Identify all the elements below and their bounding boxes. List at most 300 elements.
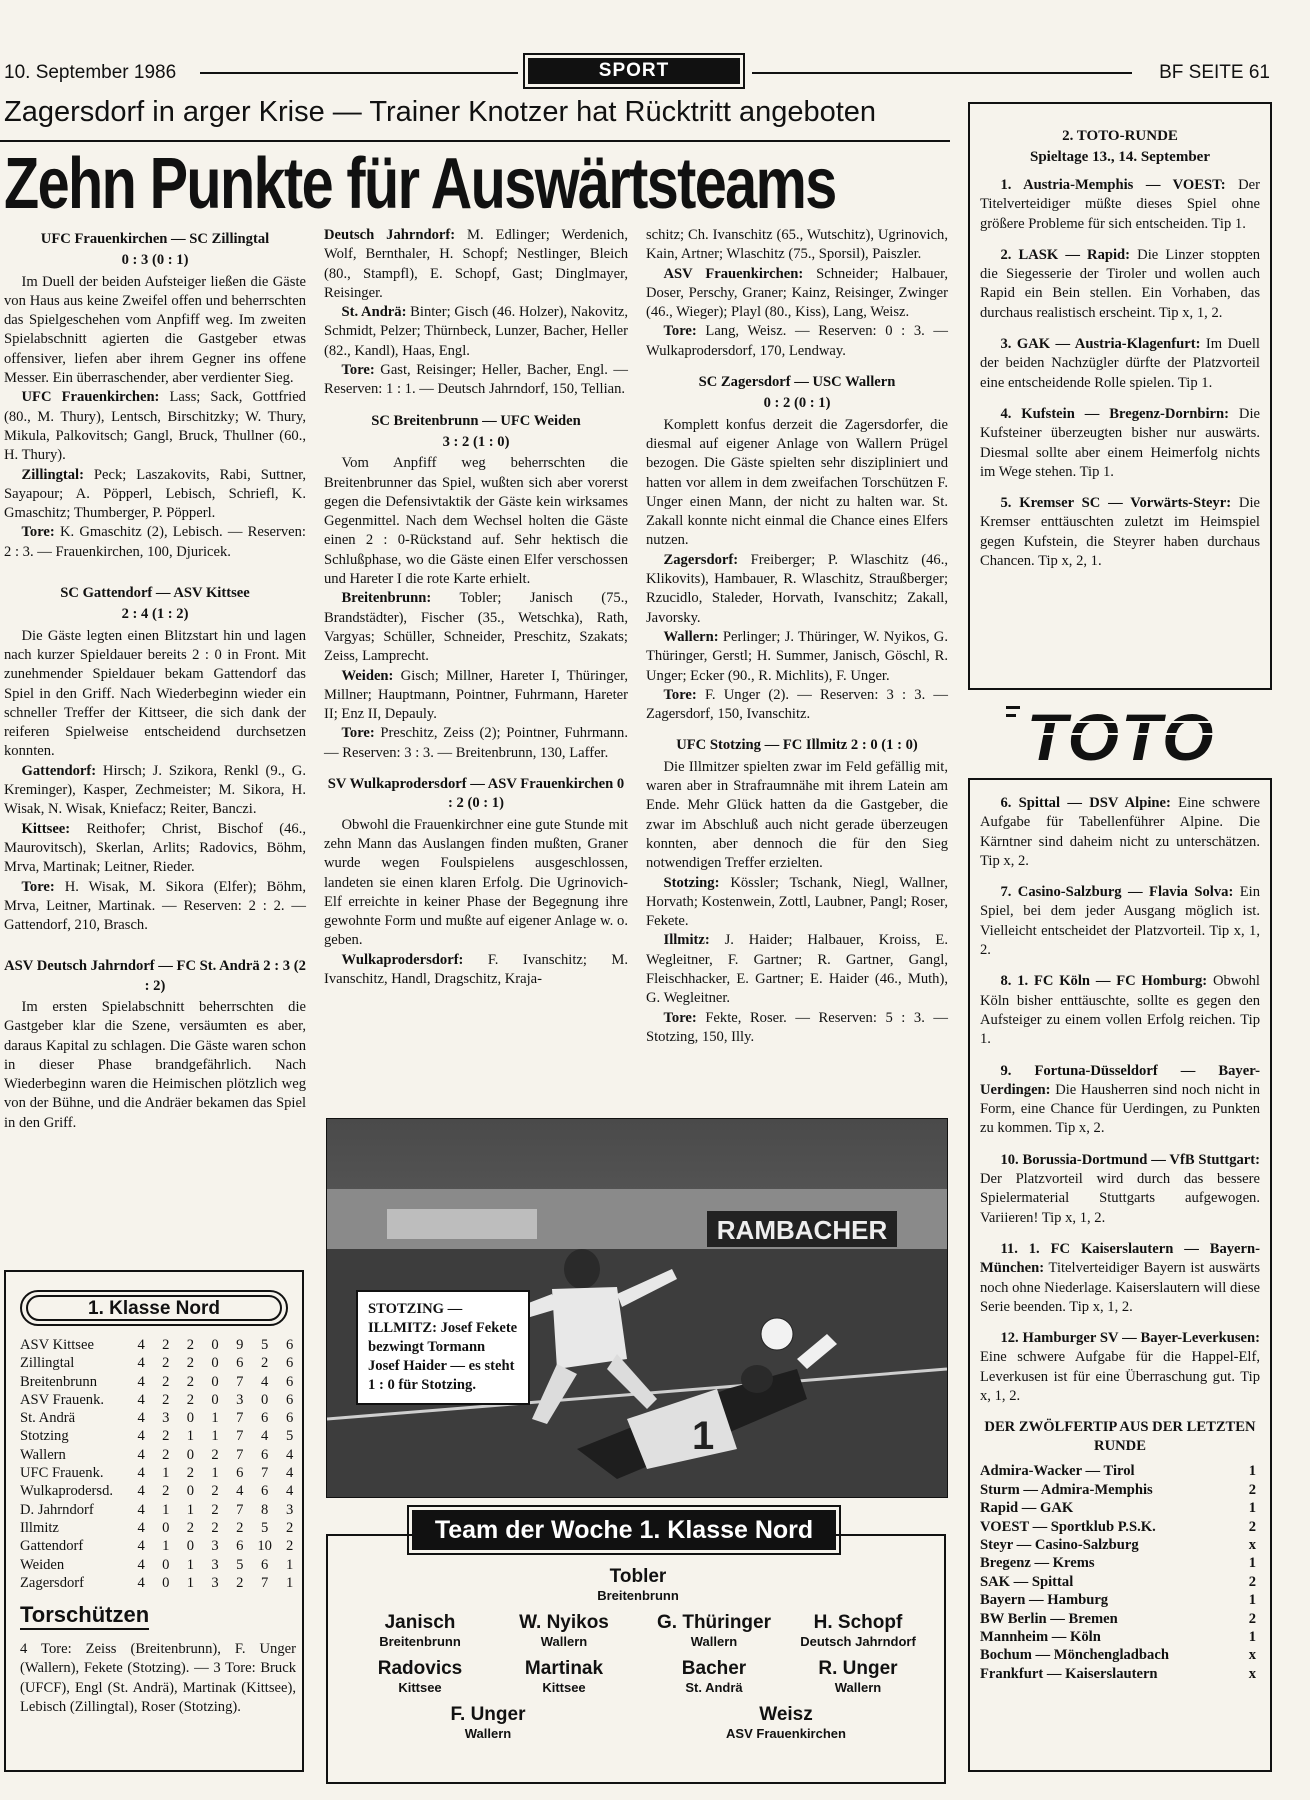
page-number: BF SEITE 61: [1159, 62, 1270, 83]
toto-preview-box: [968, 102, 1272, 690]
stat-cell: 4: [137, 1428, 145, 1445]
stat-cell: 7: [236, 1501, 244, 1518]
team-player: Martinak Kittsee: [524, 1658, 604, 1695]
lineup-label: Wulkaprodersdorf:: [341, 951, 464, 968]
toto-preview-box-2: [968, 778, 1272, 1772]
stat-cell: 3: [211, 1556, 219, 1573]
stat-cell: 0: [211, 1391, 219, 1408]
lineup-label: Illmitz:: [663, 932, 710, 949]
stat-cell: 2: [186, 1355, 195, 1372]
toto-round-dates: Spieltage 13., 14. September: [1030, 149, 1210, 165]
tip-match: Admira-Wacker — Tirol: [980, 1463, 1135, 1480]
toto-game: 11. 1. FC Kaiserslautern — Bayern-München: Titelverteidiger Bayern ist auswärts noch ohne Niederlage. Kaiserslautern will diese Serie beenden. Tip x, 1, 2.: [980, 1240, 1260, 1315]
stat-cell: 1: [162, 1501, 170, 1518]
standings-row: [20, 1373, 302, 1391]
stat-cell: 6: [261, 1410, 269, 1427]
lineup: [646, 551, 948, 628]
lineup-continued: schitz; Ch. Ivanschitz (65., Wutschitz), Ugrinovich, Kain, Artner; Wlaschitz (75., Sporsil), Paiszler.: [646, 227, 948, 263]
goals: [4, 878, 306, 936]
stat-cell: 4: [137, 1538, 145, 1555]
toto-game: 2. LASK — Rapid: Die Linzer stoppten die Siegesserie der Tiroler und wollen auch Rapid ein Bein stellen. Ein Vorhaben, das durchaus realistisch erscheint. Tip x, 1, 2.: [980, 246, 1260, 321]
standings-row: [20, 1446, 302, 1464]
standings-row: [20, 1336, 302, 1354]
tip-result: 2: [1248, 1518, 1256, 1535]
stat-cell: 4: [137, 1483, 145, 1500]
lineup-text: Peck; Laszakovits, Rabi, Suttner, Sayapour; A. Pöpperl, Lebisch, Schriefl, K. Gmaschitz; Thumberger, P. Pöpperl.: [4, 466, 306, 522]
team-name-cell: Weiden: [20, 1556, 65, 1573]
stat-cell: 3: [285, 1501, 294, 1518]
header-rule-right: [752, 72, 1132, 74]
team-name-cell: Breitenbrunn: [20, 1373, 98, 1390]
team-player: G. Thüringer Wallern: [657, 1612, 771, 1649]
stat-cell: 2: [186, 1519, 195, 1536]
lineup-text: J. Haider; Halbauer, Kroiss, E. Wegleitner, F. Gartner; R. Gartner, Gangl, Fleischhacker, E. Gartner; E. Haider (46., Muth), G. Wegleitner.: [646, 932, 948, 1007]
toto-game: 9. Fortuna-Düsseldorf — Bayer-Uerdingen: Die Hausherren sind noch nicht in Form, eine Chance für Uerdingen, zu Punkten zu kommen. Tip x, 2.: [980, 1062, 1260, 1137]
stat-cell: 2: [186, 1373, 195, 1390]
lineup-text: Reithofer; Christ, Bischof (46., Maurovitsch), Skerlan, Arlits; Radovics, Böhm, Mrva, Martinak; Leitner, Rieder.: [4, 820, 306, 876]
team-name-cell: UFC Frauenk.: [20, 1465, 104, 1482]
standings-table: [20, 1336, 302, 1592]
team-name-cell: Gattendorf: [20, 1538, 84, 1555]
stat-cell: 4: [285, 1446, 294, 1463]
stat-cell: 1: [211, 1428, 219, 1445]
lineup-label: Zagersdorf:: [663, 551, 739, 568]
stat-cell: 6: [236, 1538, 244, 1555]
goals-label: Tore:: [341, 362, 375, 379]
stat-cell: 2: [236, 1519, 244, 1536]
toto-game: 6. Spittal — DSV Alpine: Eine schwere Aufgabe für Tabellenführer Alpine. Die Kärntner sind daheim nicht zu unterschätzen. Tip x, 2.: [980, 795, 1260, 869]
team-player: H. Schopf Deutsch Jahrndorf: [800, 1612, 916, 1649]
lineup: [324, 589, 628, 666]
standings-row: [20, 1391, 302, 1409]
page-header: [0, 58, 1270, 88]
stat-cell: 9: [236, 1337, 244, 1353]
toto-logo: [1006, 700, 1236, 770]
stat-cell: 3: [162, 1410, 170, 1427]
stat-cell: 4: [137, 1556, 145, 1573]
goals-text: Fekte, Roser. — Reserven: 5 : 3. — Stotzing, 150, Illy.: [646, 1009, 948, 1045]
advertising-banner: RAMBACHER: [716, 1215, 888, 1245]
lineup-text: F. Ivanschitz; M. Ivanschitz, Handl, Dragschitz, Kraja-: [324, 951, 628, 987]
stat-cell: 8: [261, 1501, 269, 1518]
goals: [646, 686, 948, 725]
team-player: Tobler Breitenbrunn: [597, 1566, 679, 1603]
lineup-text: M. Edlinger; Werdenich, Wolf, Bernthaler, H. Schopf; Nestlinger, Bleich (80., Stampfl), E. Schopf, Gast; Dinglmayer, Reisinger.: [324, 227, 628, 301]
stat-cell: 10: [257, 1538, 272, 1555]
lineup-text: Gisch; Millner, Hareter I, Thüringer, Millner; Hauptmann, Pointner, Fuhrmann, Hareter II; Enz II, Depauly.: [324, 667, 628, 723]
stat-cell: 6: [285, 1391, 294, 1408]
tip-row: [980, 1610, 1256, 1628]
toto-game: 1. Austria-Memphis — VOEST: Der Titelverteidiger müßte dieses Spiel ohne größere Probleme für sich entscheiden. Tip 1.: [980, 177, 1260, 232]
goals-text: K. Gmaschitz (2), Lebisch. — Reserven: 2 : 3. — Frauenkirchen, 100, Djuricek.: [4, 524, 306, 560]
stat-cell: 4: [285, 1483, 294, 1500]
standings-row: [20, 1501, 302, 1519]
toto-round-title: 2. TOTO-RUNDE: [1062, 128, 1178, 144]
team-player: W. Nyikos Wallern: [519, 1612, 609, 1649]
stat-cell: 5: [236, 1556, 244, 1573]
scorers-title: Torschützen: [20, 1602, 149, 1630]
stat-cell: 1: [162, 1465, 170, 1482]
stat-cell: 5: [261, 1337, 269, 1353]
match-heading: SC Breitenbrunn — UFC Weiden: [371, 412, 581, 429]
goals-label: Tore:: [341, 725, 375, 742]
lineup-label: Wallern:: [663, 628, 719, 645]
toto-game: 5. Kremser SC — Vorwärts-Steyr: Die Kremser enttäuschten zuletzt im Heimspiel gegen Kufstein, die Steyrer haben durchaus Chancen. Tip x, 2, 1.: [980, 495, 1260, 570]
stat-cell: 4: [137, 1574, 145, 1591]
lineup-label: Deutsch Jahrndorf:: [324, 227, 456, 243]
team-player: Weisz ASV Frauenkirchen: [726, 1704, 846, 1741]
goals: [324, 361, 628, 400]
stat-cell: 1: [186, 1556, 195, 1573]
match-report: Die Illmitzer spielten zwar im Feld gefällig mit, waren aber in Strafraumnähe mit ihrem Latein am Ende. Mehr Glück hatten da die Gastgeber, die zwar im Abschluß auch nicht gerade überzeugen konnten, aber dennoch die für den Sieg notwendigen Treffer erzielten.: [646, 758, 948, 872]
lineup-label: UFC Frauenkirchen:: [21, 389, 160, 406]
stat-cell: 6: [285, 1373, 294, 1390]
standings-row: [20, 1556, 302, 1574]
tip-result: 2: [1248, 1481, 1256, 1498]
toto-game: 3. GAK — Austria-Klagenfurt: Im Duell der beiden Nachzügler dürfte der Platzvorteil eine entscheidende Rolle spielen. Tip 1.: [980, 336, 1260, 391]
standings-row: [20, 1427, 302, 1445]
toto-game: 7. Casino-Salzburg — Flavia Solva: Ein Spiel, bei dem jeder Ausgang möglich ist. Vielleicht entscheidet der Platzvorteil. Tip x, 1, 2.: [980, 884, 1261, 959]
goals-label: Tore:: [663, 686, 697, 703]
lineup: [646, 628, 948, 686]
team-name-cell: St. Andrä: [20, 1410, 76, 1427]
stat-cell: 0: [162, 1574, 170, 1591]
tip-results-heading: DER ZWÖLFERTIP AUS DER LETZTEN RUNDE: [984, 1419, 1256, 1455]
tip-row: [980, 1481, 1256, 1499]
stat-cell: 6: [285, 1337, 294, 1353]
goals-text: F. Unger (2). — Reserven: 3 : 3. — Zagersdorf, 150, Ivanschitz.: [646, 686, 948, 723]
match-heading: SC Gattendorf — ASV Kittsee: [60, 585, 250, 602]
stat-cell: 0: [186, 1538, 195, 1555]
match-report: Komplett konfus derzeit die Zagersdorfer, die diesmal auf eigener Anlage von Wallern Prügel bezogen. Die Gäste spielten sehr diszipliniert und hatten vor allem in dem zweifachen Torschützen F. Unger einen Mann, der nicht zu halten war. St. Zakall konnte nicht einmal die Chance eines Elfers nutzen.: [646, 416, 948, 549]
stat-cell: 0: [162, 1556, 170, 1573]
tip-match: Mannheim — Köln: [980, 1628, 1101, 1645]
lineup-label: Gattendorf:: [21, 762, 97, 779]
goals: [646, 1009, 948, 1048]
stat-cell: 2: [162, 1446, 170, 1463]
lineup: [646, 265, 948, 323]
article-kicker: Zagersdorf in arger Krise — Trainer Knotzer hat Rücktritt angeboten: [4, 96, 877, 128]
photo-caption: STOTZING — ILLMITZ: Josef Fekete bezwingt Tormann Josef Haider — es steht 1 : 0 für Stotzing.: [356, 1290, 530, 1405]
lineup-label: Weiden:: [341, 667, 394, 684]
stat-cell: 6: [236, 1355, 244, 1372]
toto-game: 10. Borussia-Dortmund — VfB Stuttgart: Der Platzvorteil wird durch das bessere Spielermaterial Stuttgarts aufgewogen. Variieren! Tip x, 1, 2.: [980, 1151, 1260, 1226]
goals-text: Preschitz, Zeiss (2); Pointner, Fuhrmann. — Reserven: 3 : 3. — Breitenbrunn, 130, Laffer.: [324, 725, 628, 761]
article-column-3: [646, 226, 948, 1047]
tip-row: [980, 1499, 1256, 1517]
stat-cell: 4: [137, 1337, 145, 1353]
goals-label: Tore:: [21, 878, 55, 895]
stat-cell: 4: [137, 1355, 145, 1372]
tip-row: [980, 1665, 1256, 1683]
team-name-cell: ASV Kittsee: [20, 1337, 94, 1353]
stat-cell: 4: [137, 1501, 145, 1518]
stat-cell: 0: [211, 1337, 219, 1353]
stat-cell: 6: [261, 1483, 269, 1500]
tip-match: VOEST — Sportklub P.S.K.: [980, 1518, 1156, 1535]
stat-cell: 7: [236, 1428, 244, 1445]
lineup: [324, 951, 628, 990]
team-player: Bacher St. Andrä: [681, 1658, 747, 1695]
team-of-week-title: Team der Woche 1. Klasse Nord: [412, 1510, 836, 1550]
stat-cell: 2: [162, 1483, 170, 1500]
team-name-cell: Wulkaprodersd.: [20, 1483, 114, 1500]
tip-match: Bochum — Mönchengladbach: [980, 1647, 1169, 1664]
match-heading: UFC Frauenkirchen — SC Zillingtal: [40, 231, 270, 247]
match-heading: ASV Deutsch Jahrndorf — FC St. Andrä 2 : 3 (2 : 2): [4, 958, 306, 994]
stat-cell: 4: [236, 1483, 244, 1500]
tip-result: 1: [1248, 1500, 1256, 1517]
stat-cell: 4: [137, 1410, 145, 1427]
stat-cell: 6: [285, 1410, 294, 1427]
stat-cell: 2: [211, 1446, 219, 1463]
standings-box: [4, 1270, 304, 1772]
jersey-number: 1: [692, 1414, 715, 1458]
stat-cell: 2: [186, 1391, 195, 1408]
stat-cell: 6: [261, 1556, 269, 1573]
lineup: [646, 931, 948, 1008]
header-rule-left: [200, 72, 518, 74]
lineup-label: ASV Frauenkirchen:: [663, 265, 804, 282]
stat-cell: 0: [261, 1391, 269, 1408]
standings-row: [20, 1537, 302, 1555]
tip-result: 2: [1248, 1610, 1256, 1627]
tip-row: [980, 1573, 1256, 1591]
tip-result: x: [1248, 1665, 1256, 1682]
tip-row: [980, 1628, 1256, 1646]
lineup: [4, 762, 306, 820]
match-report: Vom Anpfiff weg beherrschten die Breitenbrunner das Spiel, wußten sich aber vorerst gegen die Defensivtaktik der Gäste kein wirksames Gegenmittel. Nach dem Wechsel holten die Gäste einen 2 : 0-Rückstand auf. Sehr hektisch die Schlußphase, wo die Gäste einen Elfer verschossen und Hareter I die rote Karte erhielt.: [324, 455, 628, 588]
stat-cell: 2: [162, 1373, 170, 1390]
lineup-text: Binter; Gisch (46. Holzer), Nakovitz, Schmidt, Pelzer; Thürnbeck, Lunzer, Bacher, Heller (82., Kandl), Haas, Engl.: [324, 304, 629, 359]
lineup: [4, 820, 306, 878]
tip-result: 1: [1248, 1628, 1256, 1645]
standings-row: [20, 1519, 302, 1537]
match-score: 0 : 2 (0 : 1): [763, 395, 831, 412]
goals: [4, 523, 306, 562]
issue-date: 10. September 1986: [4, 62, 177, 83]
lineup-text: Hirsch; J. Szikora, Renkl (9., G. Kreminger), Kasper, Zechmeister; M. Sikora, H. Wisak, N. Wisak, Kniefacz; Reiter, Banczi.: [4, 762, 306, 818]
lineup-text: Lass; Sack, Gottfried (80., M. Thury), Lentsch, Birschitzky; W. Thury, Mikula, Palkovitsch; Gangl, Bruck, Thullner (60., H. Thury).: [4, 389, 306, 464]
stat-cell: 1: [186, 1501, 195, 1518]
team-name-cell: D. Jahrndorf: [20, 1501, 94, 1518]
toto-games-1-5: [970, 176, 1270, 571]
scorers-text: 4 Tore: Zeiss (Breitenbrunn), F. Unger (Wallern), Fekete (Stotzing). — 3 Tore: Bruck (UFCF), Engl (St. Andrä), Martinak (Kittsee), Lebisch (Zillingtal), Roser (Stotzing).: [20, 1641, 296, 1715]
tip-match: Bregenz — Krems: [980, 1555, 1095, 1572]
stat-cell: 6: [285, 1355, 294, 1372]
team-of-week-box: [326, 1534, 946, 1784]
match-score: 2 : 4 (1 : 2): [121, 606, 189, 623]
stat-cell: 1: [285, 1574, 294, 1591]
goals-text: Lang, Weisz. — Reserven: 0 : 3. — Wulkaprodersdorf, 170, Lendway.: [646, 323, 948, 359]
article-headline: Zehn Punkte für Auswärtsteams: [4, 144, 836, 224]
lineup: [4, 388, 306, 465]
tip-row: [980, 1554, 1256, 1572]
team-name-cell: Illmitz: [20, 1519, 59, 1536]
stat-cell: 4: [137, 1446, 145, 1463]
stat-cell: 7: [261, 1465, 269, 1482]
tip-result: 2: [1248, 1573, 1256, 1590]
stat-cell: 4: [137, 1391, 145, 1408]
tip-row: [980, 1462, 1256, 1480]
goals: [646, 322, 948, 361]
toto-logo-text: TOTO: [1026, 700, 1216, 770]
stat-cell: 4: [137, 1519, 145, 1536]
match-score: 0 : 3 (0 : 1): [121, 252, 189, 269]
team-player: Janisch Breitenbrunn: [379, 1612, 461, 1649]
tip-result: 1: [1248, 1555, 1256, 1572]
toto-game: 4. Kufstein — Bregenz-Dornbirn: Die Kufsteiner überzeugten bisher nur auswärts. Diesmal sollte aber einem Heimerfolg nichts im Wege stehen. Tip 1.: [980, 405, 1260, 480]
match-report: Die Gäste legten einen Blitzstart hin und lagen nach kurzer Spieldauer bereits 2 : 0 in Front. Mit zunehmender Spieldauer bekam Gattendorf das Spiel in den Griff. Nach Wiederbeginn wieder ein schneller Treffer der Kittseer, die sich dank der reiferen Spielweise entscheidend durchsetzen konnten.: [4, 627, 306, 760]
standings-row: [20, 1354, 302, 1372]
match-report: Im Duell der beiden Aufsteiger ließen die Gäste von Haus aus keine Zweifel offen und beherrschten das Spielgeschehen vom Anpfiff weg. Im zweiten Spielabschnitt agierten die Gastgeber etwas offensiver, liefen aber ihrem Gegner ins offene Messer. Ein überraschender, aber verdienter Sieg.: [4, 273, 306, 387]
stat-cell: 4: [137, 1373, 145, 1390]
standings-row: [20, 1464, 302, 1482]
match-heading: SV Wulkaprodersdorf — ASV Frauenkirchen 0 : 2 (0 : 1): [327, 776, 625, 812]
lineup: [324, 667, 628, 725]
tip-results-table: [980, 1462, 1256, 1683]
stat-cell: 2: [186, 1465, 195, 1482]
match-score: 3 : 2 (1 : 0): [442, 433, 510, 450]
stat-cell: 2: [261, 1355, 269, 1372]
stat-cell: 6: [236, 1465, 244, 1482]
goals-label: Tore:: [663, 1009, 697, 1026]
standings-row: [20, 1409, 302, 1427]
stat-cell: 2: [186, 1337, 195, 1353]
stat-cell: 3: [211, 1574, 219, 1591]
stat-cell: 0: [211, 1355, 219, 1372]
article-column-2: [324, 226, 628, 989]
toto-games-6-12: [970, 780, 1270, 1683]
lineup: [324, 226, 628, 303]
stat-cell: 2: [162, 1355, 170, 1372]
tip-match: Frankfurt — Kaiserslautern: [980, 1665, 1158, 1682]
stat-cell: 2: [211, 1483, 219, 1500]
team-name-cell: ASV Frauenk.: [20, 1391, 105, 1408]
lineup-text: Kössler; Tschank, Niegl, Wallner, Horvath; Kostenwein, Zottl, Laubner, Pangl; Roser, Fekete.: [646, 874, 948, 930]
lineup-label: Kittsee:: [21, 820, 71, 837]
tip-row: [980, 1536, 1256, 1554]
team-name-cell: Zagersdorf: [20, 1574, 85, 1591]
stat-cell: 6: [261, 1446, 269, 1463]
stat-cell: 3: [211, 1538, 219, 1555]
kicker-rule: [0, 140, 950, 142]
tip-match: Steyr — Casino-Salzburg: [980, 1536, 1139, 1553]
lineup-text: Freiberger; P. Wlaschitz (46., Klikovits), Hambauer, R. Wlaschitz, Straußberger; Rzucidlo, Staleder, Horvath, Ivanschitz; Zakall, Javorsky.: [646, 551, 948, 626]
stat-cell: 1: [186, 1574, 195, 1591]
lineup: [4, 466, 306, 524]
goals-text: H. Wisak, M. Sikora (Elfer); Böhm, Mrva, Leitner, Martinak. — Reserven: 2 : 2. — Gattendorf, 210, Brasch.: [4, 878, 306, 934]
section-label: SPORT: [528, 58, 740, 84]
lineup-label: Breitenbrunn:: [341, 590, 432, 607]
stat-cell: 3: [236, 1391, 244, 1408]
lineup-label: Zillingtal:: [21, 466, 84, 483]
tip-result: 1: [1248, 1592, 1256, 1609]
standings-row: [20, 1482, 302, 1500]
goals-label: Tore:: [21, 524, 55, 541]
stat-cell: 2: [211, 1501, 219, 1518]
tip-result: 1: [1248, 1463, 1256, 1480]
stat-cell: 1: [162, 1538, 170, 1555]
tip-result: x: [1248, 1647, 1256, 1664]
tip-row: [980, 1591, 1256, 1609]
team-name-cell: Zillingtal: [20, 1355, 75, 1372]
stat-cell: 7: [236, 1410, 244, 1427]
tip-match: Sturm — Admira-Memphis: [980, 1481, 1153, 1498]
stat-cell: 4: [285, 1465, 294, 1482]
stat-cell: 0: [186, 1446, 195, 1463]
goals-text: Gast, Reisinger; Heller, Bacher, Engl. — Reserven: 1 : 1. — Deutsch Jahrndorf, 150, Tellian.: [324, 362, 628, 398]
standings-title: 1. Klasse Nord: [26, 1295, 282, 1321]
standings-row: [20, 1574, 302, 1592]
stat-cell: 4: [261, 1373, 269, 1390]
stat-cell: 0: [186, 1483, 195, 1500]
match-report: Obwohl die Frauenkirchner eine gute Stunde mit zehn Mann das Auslangen finden mußten, Graner wurde wegen Foulspielens ausgeschlossen, landeten sie einen klaren Erfolg. Die Ugrinovich-Elf erreichte in keiner Phase der Begegnung ihre gewohnte Form und mußte auf eigener Anlage w. o. geben.: [324, 816, 628, 949]
lineup: [646, 874, 948, 932]
lineup-text: Tobler; Janisch (75., Brandstädter), Fischer (35., Wetschka), Rath, Vargyas; Schüller, Schneider, Preschitz, Szakats; Zeiss, Lamprecht.: [324, 590, 628, 665]
stat-cell: 2: [236, 1574, 244, 1591]
team-name-cell: Stotzing: [20, 1428, 69, 1445]
stat-cell: 0: [211, 1373, 219, 1390]
match-heading: UFC Stotzing — FC Illmitz 2 : 0 (1 : 0): [676, 737, 918, 754]
stat-cell: 1: [186, 1428, 195, 1445]
stat-cell: 2: [162, 1428, 170, 1445]
team-player: R. Unger Wallern: [818, 1658, 898, 1695]
stat-cell: 2: [285, 1538, 294, 1555]
stat-cell: 7: [236, 1446, 244, 1463]
article-column-1: [4, 226, 306, 1133]
stat-cell: 4: [261, 1428, 269, 1445]
goals-label: Tore:: [663, 323, 697, 340]
toto-game: 12. Hamburger SV — Bayer-Leverkusen: Eine schwere Aufgabe für die Happel-Elf, Leverkusen ist für eine Überraschung gut. Tip x, 1, 2.: [980, 1330, 1260, 1405]
tip-result: x: [1248, 1536, 1256, 1553]
match-report: Im ersten Spielabschnitt beherrschten die Gastgeber klar die Szene, versäumten es aber, daraus Kapital zu schlagen. Die Gäste waren schon in dieser Phase brandgefährlich. Nach Wiederbeginn waren die Heimischen plötzlich weg von der Bühne, und die Andräer bekamen das Spiel in den Griff.: [4, 998, 306, 1131]
stat-cell: 7: [236, 1373, 244, 1390]
stat-cell: 1: [285, 1556, 294, 1573]
team-player: Radovics Kittsee: [377, 1658, 463, 1695]
stat-cell: 2: [162, 1391, 170, 1408]
standings-title-frame: [20, 1290, 288, 1326]
tip-row: [980, 1646, 1256, 1664]
tip-match: BW Berlin — Bremen: [980, 1610, 1118, 1627]
team-player: F. Unger Wallern: [450, 1704, 526, 1741]
goals: [324, 724, 628, 763]
tip-row: [980, 1518, 1256, 1536]
toto-logo-graphic: [1006, 700, 1236, 770]
lineup: [324, 303, 628, 361]
lineup-label: St. Andrä:: [341, 304, 407, 321]
stat-cell: 2: [162, 1337, 170, 1353]
tip-match: Bayern — Hamburg: [980, 1592, 1109, 1609]
stat-cell: 2: [285, 1519, 294, 1536]
stat-cell: 5: [261, 1519, 269, 1536]
lineup-text: Perlinger; J. Thüringer, W. Nyikos, G. Thüringer, Gerstl; H. Summer, Janisch, Göschl, R. Unger; Ecker (90., R. Michlits), F. Unger.: [646, 628, 948, 684]
toto-game: 8. 1. FC Köln — FC Homburg: Obwohl Köln bisher enttäuschte, sollte es gegen den Aufsteiger zu einem vollen Erfolg reichen. Tip 1.: [980, 973, 1260, 1048]
stat-cell: 5: [285, 1428, 294, 1445]
lineup-label: Stotzing:: [663, 874, 720, 891]
match-heading: SC Zagersdorf — USC Wallern: [698, 374, 896, 391]
stat-cell: 1: [211, 1410, 219, 1427]
stat-cell: 2: [211, 1519, 219, 1536]
stat-cell: 1: [211, 1465, 219, 1482]
stat-cell: 7: [261, 1574, 269, 1591]
stat-cell: 0: [162, 1519, 170, 1536]
tip-match: SAK — Spittal: [980, 1573, 1074, 1590]
stat-cell: 0: [186, 1410, 195, 1427]
tip-match: Rapid — GAK: [980, 1500, 1074, 1517]
stat-cell: 4: [137, 1465, 145, 1482]
team-name-cell: Wallern: [20, 1446, 66, 1463]
